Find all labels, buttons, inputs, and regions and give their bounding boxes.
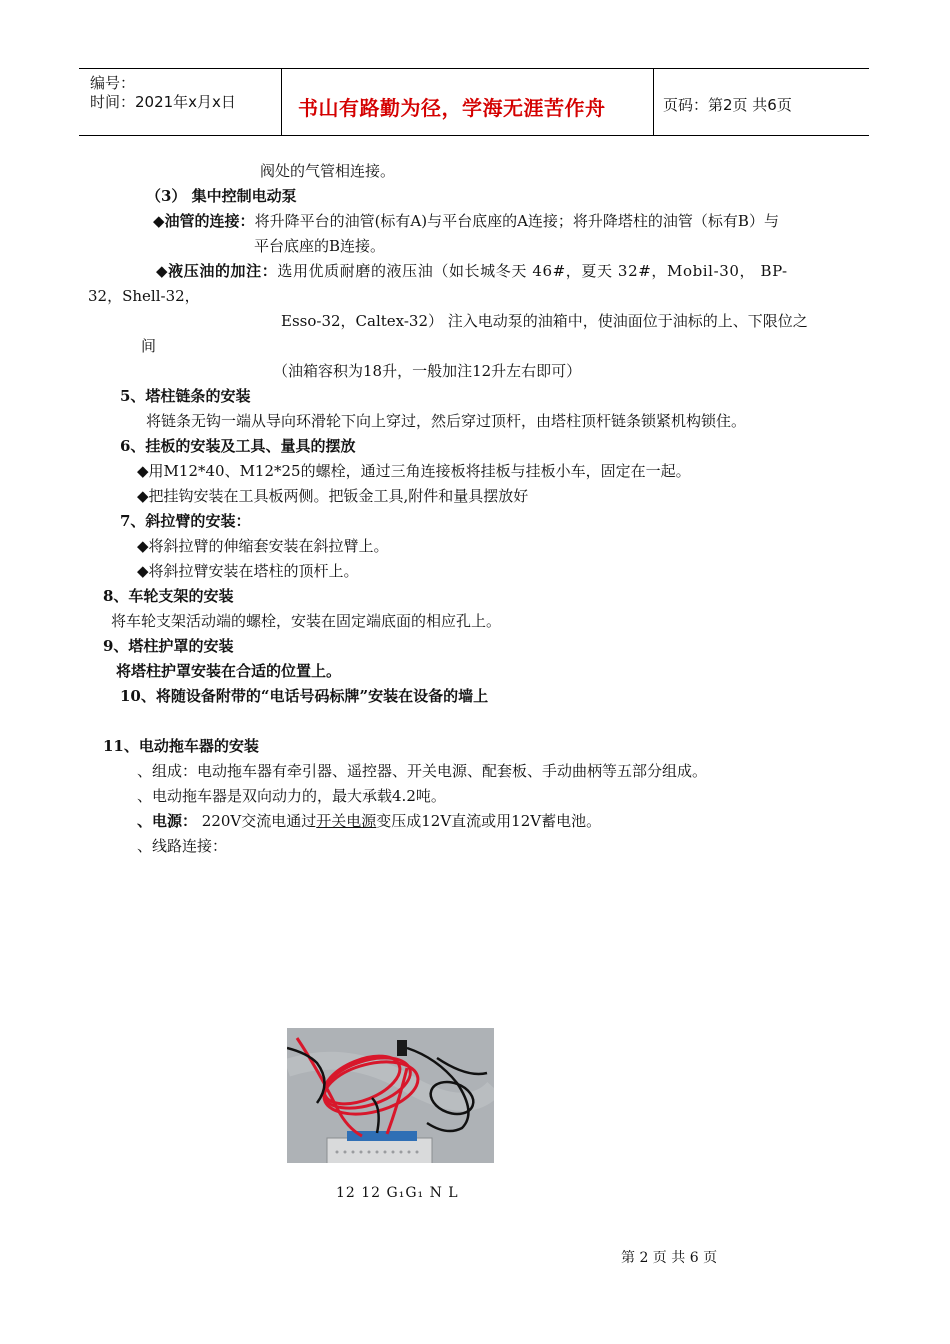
section-heading-phone-plate: 10、将随设备附带的“电话号码标牌”安装在设备的墙上 [120,687,489,705]
text-line: 平台底座的B连接。 [254,237,386,255]
bullet-item: ◆将斜拉臂的伸缩套安装在斜拉臂上。 [137,537,389,555]
power-text-post: 变压成12V直流或用12V蓄电池。 [376,812,602,830]
bullet-text: 将升降平台的油管(标有A)与平台底座的A连接；将升降塔柱的油管（标有B）与 [254,212,779,230]
page-number-label: 页码：第2页 共6页 [663,96,792,114]
serial-number-label: 编号： [90,74,136,92]
text-line: 、线路连接： [137,837,228,855]
text-line: 将链条无钩一端从导向环滑轮下向上穿过，然后穿过顶杆，由塔柱顶杆链条锁紧机构锁住。 [146,412,747,430]
text-line: 、电动拖车器是双向动力的，最大承载4.2吨。 [137,787,446,805]
section-heading-wheel-bracket: 8、车轮支架的安装 [103,587,234,605]
section-heading-column-cover: 9、塔柱护罩的安装 [103,637,234,655]
section-heading-electric-tractor: 11、电动拖车器的安装 [103,737,259,755]
text-line: 将塔柱护罩安装在合适的位置上。 [116,662,342,680]
text-line: 32，Shell-32， [88,287,200,305]
text-line: 将车轮支架活动端的螺栓，安装在固定端底面的相应孔上。 [111,612,502,630]
bullet-item: ◆将斜拉臂安装在塔柱的顶杆上。 [137,562,359,580]
bullet-term: 油管的连接： [164,212,255,230]
header-bottom-rule [79,135,869,136]
wiring-photo [287,1028,494,1163]
power-supply-line [137,811,601,831]
header-divider-left [281,68,282,136]
power-term: 、电源： [137,812,198,830]
bullet-marker: ◆ [156,262,169,280]
bullet-item: ◆用M12*40、M12*25的螺栓，通过三角连接板将挂板与挂板小车，固定在一起。 [137,462,691,480]
bullet-item: ◆把挂钩安装在工具板两侧。把钣金工具,附件和量具摆放好 [137,487,529,505]
bullet-item-oil-pipe [153,211,779,231]
bullet-text: 选用优质耐磨的液压油（如长城冬天 46#，夏天 32#，Mobil-30， BP- [277,262,788,280]
section-heading-chain: 5、塔柱链条的安装 [120,387,251,405]
page-footer: 第 2 页 共 6 页 [621,1250,718,1266]
text-line: （油箱容积为18升，一般加注12升左右即可） [273,362,582,380]
section-heading-electric-pump: （3） 集中控制电动泵 [146,187,297,205]
date-label: 时间：2021年x月x日 [90,93,236,111]
header-top-rule [79,68,869,69]
wiring-terminal-labels: 12 12 G₁G₁ N L [336,1185,459,1201]
bullet-item-hydraulic-oil [156,261,788,281]
text-line: 阀处的气管相连接。 [260,162,396,180]
switch-power-link[interactable]: 开关电源 [316,812,377,830]
section-heading-hanging-board: 6、挂板的安装及工具、量具的摆放 [120,437,356,455]
header-motto: 书山有路勤为径，学海无涯苦作舟 [298,96,606,120]
power-text-pre: 220V交流电通过 [197,812,317,830]
bullet-term: 液压油的加注： [168,262,278,280]
wiring-photo-illustration [287,1028,494,1163]
text-line: 间 [141,337,157,355]
text-line: 、组成：电动拖车器有牵引器、遥控器、开关电源、配套板、手动曲柄等五部分组成。 [137,762,708,780]
text-line: Esso-32，Caltex-32） 注入电动泵的油箱中，使油面位于油标的上、下限位之 [281,312,808,330]
header-divider-right [653,68,654,136]
plug-head [397,1040,407,1056]
bullet-marker: ◆ [153,212,165,230]
section-heading-diagonal-arm: 7、斜拉臂的安装： [120,512,251,530]
